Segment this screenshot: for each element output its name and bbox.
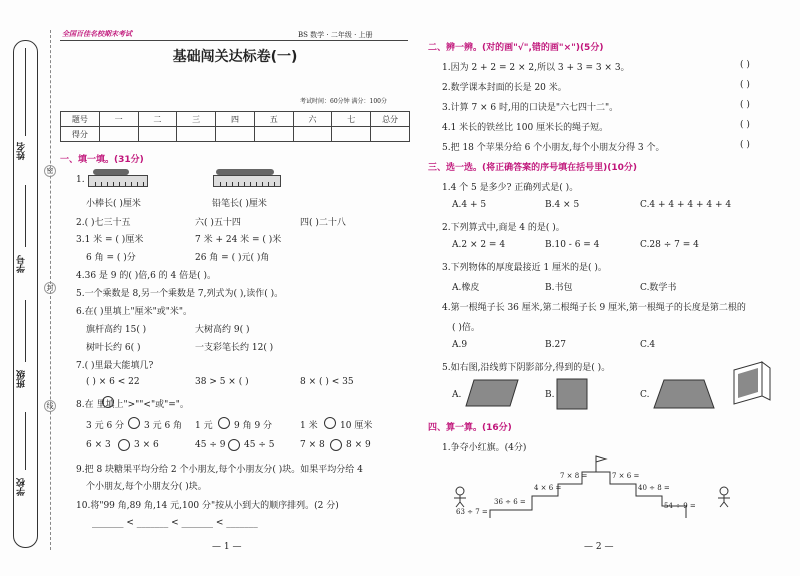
- choice-q3: 3.下列物体的厚度最接近 1 厘米的是( )。: [442, 263, 607, 273]
- score-cell[interactable]: [293, 127, 332, 142]
- page-title: 基础闯关达标卷(一): [172, 49, 298, 65]
- q6-a: 旗杆高约 15( ): [86, 325, 147, 335]
- score-head-cell: 三: [177, 112, 216, 127]
- q3-c: 6 角 = ( )分: [86, 253, 136, 263]
- judge-item-4: 4.1 米长的铁丝比 100 厘米长的绳子短。: [442, 123, 609, 133]
- q8-b2: 9 角 9 分: [234, 421, 273, 431]
- q10: 10.将"99 角,89 角,14 元,100 分"按从小到大的顺序排列。(2 分): [76, 501, 339, 511]
- judge-bracket[interactable]: ( ): [740, 120, 750, 130]
- ruler-left: [88, 175, 148, 187]
- student-id-line: [25, 185, 26, 247]
- choice-q4-b-opt[interactable]: B.27: [545, 340, 566, 350]
- q8-b1: 1 元: [195, 421, 213, 431]
- compare-circle[interactable]: [324, 417, 336, 429]
- step-6[interactable]: 40 ÷ 8 =: [638, 484, 670, 492]
- choice-q2: 2.下列算式中,商是 4 的是( )。: [442, 223, 565, 233]
- q8-c1: 1 米: [300, 421, 318, 431]
- score-head-cell: 六: [293, 112, 332, 127]
- q1-stick: 小棒长( )厘米: [86, 199, 141, 209]
- class-label: 班级: [17, 370, 27, 388]
- choice-q4-b: ( )倍。: [452, 323, 480, 333]
- q8-c2: 10 厘米: [340, 421, 373, 431]
- seal-feng: 封: [44, 282, 56, 294]
- compare-circle[interactable]: [228, 439, 240, 451]
- q3-a: 3.1 米 = ( )厘米: [76, 235, 144, 245]
- compare-circle[interactable]: [118, 439, 130, 451]
- score-cell[interactable]: [216, 127, 255, 142]
- staircase-lines: [450, 452, 740, 522]
- step-5[interactable]: 7 × 6 =: [612, 472, 640, 480]
- flag-staircase: [450, 452, 740, 522]
- choice-q4: 4.第一根绳子长 36 厘米,第二根绳子长 9 厘米,第一根绳子的长度是第二根的: [442, 303, 746, 313]
- child-right-icon: [716, 486, 732, 508]
- score-head-cell: 七: [332, 112, 371, 127]
- trapezoid-shape: [652, 378, 716, 410]
- q2-b: 六( )五十四: [195, 218, 241, 228]
- q4: 4.36 是 9 的( )倍,6 的 4 倍是( )。: [76, 271, 217, 281]
- score-row: [61, 127, 410, 142]
- judge-item-3: 3.计算 7 × 6 时,用的口诀是"六七四十二"。: [442, 103, 619, 113]
- child-left-icon: [452, 486, 468, 508]
- score-cell[interactable]: [332, 127, 371, 142]
- q8-f2: 8 × 9: [346, 440, 371, 450]
- score-head-cell: 五: [254, 112, 293, 127]
- step-2[interactable]: 36 ÷ 6 =: [494, 498, 526, 506]
- cut-line: [50, 30, 51, 550]
- q8-a1: 3 元 6 分: [86, 421, 125, 431]
- score-head-row: [61, 112, 410, 127]
- school-label: 学校: [17, 478, 27, 496]
- choice-q5-b[interactable]: B.: [545, 390, 555, 400]
- choice-q4-a-opt[interactable]: A.9: [452, 340, 468, 350]
- q6-b: 大树高约 9( ): [195, 325, 250, 335]
- step-7[interactable]: 54 ÷ 9 =: [664, 502, 696, 510]
- judge-bracket[interactable]: ( ): [740, 60, 750, 70]
- q7: 7.( )里最大能填几?: [76, 361, 154, 371]
- choice-q2-b[interactable]: B.10 - 6 = 4: [545, 240, 600, 250]
- subject-meta: BS 数学 · 二年级 · 上册: [298, 31, 373, 39]
- judge-bracket[interactable]: ( ): [740, 140, 750, 150]
- q10-order-line[interactable]: _______ < _______ < _______ < _______: [92, 518, 258, 528]
- calc-q1: 1.争夺小红旗。(4分): [442, 443, 527, 453]
- q3-b: 7 米 + 24 米 = ( )米: [195, 235, 282, 245]
- step-4[interactable]: 7 × 8 =: [560, 472, 588, 480]
- header-rule: [60, 40, 408, 41]
- score-cell[interactable]: [99, 127, 138, 142]
- score-head-cell: 一: [99, 112, 138, 127]
- q2-a: 2.( )七三十五: [76, 218, 131, 228]
- ruler-right: [213, 175, 281, 187]
- judge-bracket[interactable]: ( ): [740, 100, 750, 110]
- score-head-cell: 二: [138, 112, 177, 127]
- judge-item-1: 1.因为 2 + 2 = 2 × 2,所以 3 + 3 = 3 × 3。: [442, 63, 630, 73]
- section1-title: 一、填一填。(31分): [60, 155, 144, 165]
- q7-a: ( ) × 6 < 22: [86, 377, 140, 387]
- compare-circle[interactable]: [330, 439, 342, 451]
- q8-d1: 6 × 3: [86, 440, 111, 450]
- choice-q5-a[interactable]: A.: [452, 390, 462, 400]
- q8-f1: 7 × 8: [300, 440, 325, 450]
- score-head-cell: 题号: [61, 112, 100, 127]
- page-number-1: — 1 —: [212, 542, 242, 552]
- choice-q2-a[interactable]: A.2 × 2 = 4: [452, 240, 506, 250]
- choice-q3-a[interactable]: A.橡皮: [452, 283, 480, 293]
- score-head-cell: 总分: [371, 112, 410, 127]
- stick-icon: [93, 169, 129, 175]
- section2-title: 二、辨一辨。(对的画"√",错的画"×")(5分): [428, 43, 604, 53]
- section4-title: 四、算一算。(16分): [428, 423, 512, 433]
- q8: 8.在 里填上">""<"或"="。: [76, 400, 189, 410]
- q7-c: 8 × ( ) < 35: [300, 377, 354, 387]
- parallelogram-shape: [464, 378, 520, 408]
- choice-q3-b[interactable]: B.书包: [545, 283, 573, 293]
- seal-xian: 线: [44, 400, 56, 412]
- judge-item-2: 2.数学课本封面的长是 20 米。: [442, 83, 567, 93]
- choice-q5: 5.如右图,沿线剪下阴影部分,得到的是( )。: [442, 363, 611, 373]
- school-line: [25, 412, 26, 470]
- q8-e2: 45 ÷ 5: [244, 440, 275, 450]
- section3-title: 三、选一选。(将正确答案的序号填在括号里)(10分): [428, 163, 637, 173]
- q2-c: 四( )二十八: [300, 218, 346, 228]
- q6-c: 树叶长约 6( ): [86, 343, 141, 353]
- score-cell[interactable]: [138, 127, 177, 142]
- q1-number: 1.: [76, 175, 85, 185]
- pencil-icon: [216, 169, 274, 175]
- choice-q1-a[interactable]: A.4 + 5: [452, 200, 487, 210]
- compare-circle[interactable]: [128, 417, 140, 429]
- q5: 5.一个乘数是 8,另一个乘数是 7,列式为( ),读作( )。: [76, 289, 284, 299]
- step-3[interactable]: 4 × 6 =: [534, 484, 562, 492]
- compare-circle-icon: [102, 396, 114, 408]
- q6-d: 一支彩笔长约 12( ): [195, 343, 274, 353]
- page-number-2: — 2 —: [584, 542, 614, 552]
- choice-q3-c[interactable]: C.数学书: [640, 283, 677, 293]
- q1-pencil: 铅笔长( )厘米: [212, 199, 267, 209]
- step-1[interactable]: 63 ÷ 7 =: [456, 508, 488, 516]
- time-info: 考试时间：60分钟 满分：100分: [300, 98, 387, 105]
- choice-q2-c[interactable]: C.28 ÷ 7 = 4: [640, 240, 699, 250]
- q8-e1: 45 ÷ 9: [195, 440, 226, 450]
- score-cell[interactable]: [371, 127, 410, 142]
- seal-mi: 密: [44, 165, 56, 177]
- score-row-label: 得分: [61, 127, 100, 142]
- q9: 9.把 8 块糖果平均分给 2 个小朋友,每个小朋友分( )块。如果平均分给 4: [76, 465, 363, 475]
- q9-b: 个小朋友,每个小朋友分( )块。: [86, 482, 207, 492]
- q7-b: 38 > 5 × ( ): [195, 377, 249, 387]
- score-head-cell: 四: [216, 112, 255, 127]
- choice-q1-b[interactable]: B.4 × 5: [545, 200, 580, 210]
- score-cell[interactable]: [177, 127, 216, 142]
- choice-q4-c-opt[interactable]: C.4: [640, 340, 656, 350]
- judge-bracket[interactable]: ( ): [740, 80, 750, 90]
- square-shape: [556, 378, 588, 410]
- binding-strip: [0, 0, 54, 576]
- student-id-label: 学号: [17, 255, 27, 273]
- choice-q5-c[interactable]: C.: [640, 390, 650, 400]
- choice-q1: 1.4 个 5 是多少? 正确列式是( )。: [442, 183, 579, 193]
- q6: 6.在( )里填上"厘米"或"米"。: [76, 307, 193, 317]
- class-line: [25, 300, 26, 362]
- judge-item-5: 5.把 18 个苹果分给 6 个小朋友,每个小朋友分得 3 个。: [442, 143, 665, 153]
- folded-paper-figure: [732, 360, 772, 406]
- tagline: 全国百佳名校期末考试: [62, 29, 132, 38]
- score-cell[interactable]: [254, 127, 293, 142]
- choice-q1-c[interactable]: C.4 + 4 + 4 + 4 + 4: [640, 200, 732, 210]
- compare-circle[interactable]: [218, 417, 230, 429]
- q3-d: 26 角 = ( )元( )角: [195, 253, 270, 263]
- score-table: [60, 111, 410, 142]
- q8-d2: 3 × 6: [134, 440, 159, 450]
- name-line: [25, 48, 26, 136]
- q8-a2: 3 元 6 角: [144, 421, 183, 431]
- name-label: 姓名: [17, 142, 27, 160]
